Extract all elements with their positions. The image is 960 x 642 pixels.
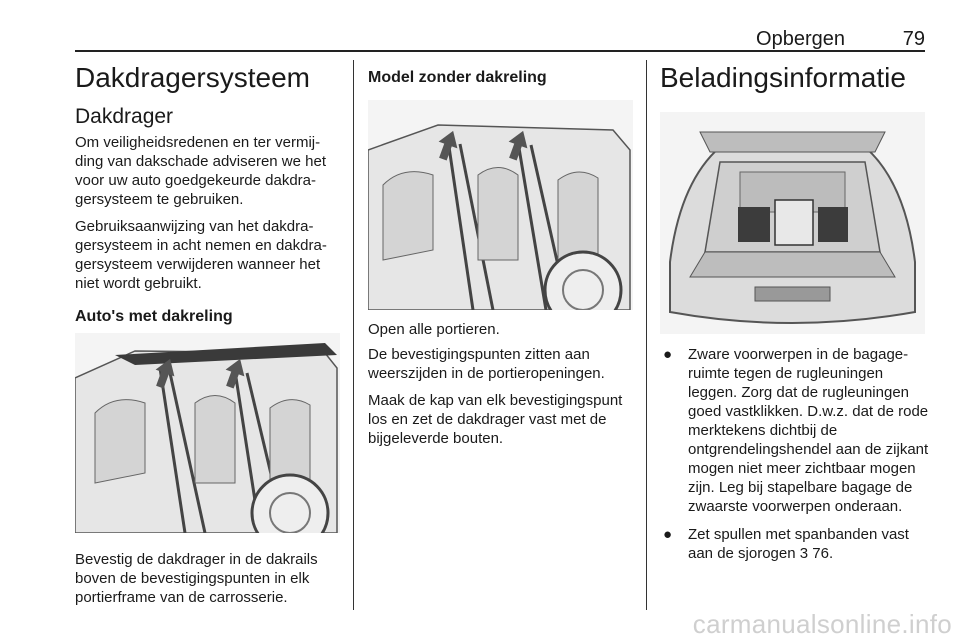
- column-1: [75, 62, 343, 327]
- paragraph-safety: Om veiligheidsredenen en ter vermijding van dakschade adviseren we het voor uw auto goedgekeurde dakdragersysteem te gebruiken.: [75, 134, 327, 208]
- column-2: [368, 68, 636, 88]
- bullet-text: Zet spullen met spanbanden vast aan de sjorogen: [688, 526, 909, 562]
- heading-with-rails: Auto's met dakreling: [75, 308, 233, 325]
- paragraph-mount-points: De bevestigingspunten zitten aan weerszijden in de portieropeningen.: [368, 346, 605, 382]
- page-header: [75, 28, 925, 50]
- column-divider-2: [646, 60, 647, 610]
- loading-heading: Beladingsinformatie: [660, 62, 906, 93]
- watermark: carmanualsonline.info: [692, 609, 952, 639]
- page-reference-icon: 3: [799, 545, 809, 562]
- bullet-icon: ●: [663, 526, 673, 543]
- section-title: Opbergen: [756, 28, 845, 50]
- paragraph-mount-instructions: Maak de kap van elk bevestigingspunt los en zet de dakdrager vast met de bijgeleverde bouten.: [368, 392, 623, 447]
- loading-bullets: [660, 345, 930, 572]
- column-divider-1: [353, 60, 354, 610]
- page-number: 79: [902, 28, 925, 50]
- header-rule: [75, 50, 925, 52]
- figure-car-with-rails: [75, 333, 340, 533]
- figure-car-without-rails: [368, 100, 633, 310]
- figure-luggage-compartment: [660, 112, 925, 334]
- column-2-text: [368, 320, 636, 448]
- paragraph-open-doors: Open alle portieren.: [368, 321, 500, 338]
- column-3: [660, 62, 930, 94]
- bullet-item-heavy-items: [660, 345, 930, 516]
- bullet-list: [660, 345, 930, 563]
- caption-block: [75, 550, 343, 607]
- bullet-icon: ●: [663, 346, 673, 363]
- heading-without-rails: Model zonder dakreling: [368, 69, 547, 86]
- bullet-item-straps: [660, 525, 930, 563]
- bullet-text: Zware voorwerpen in de bagageruimte tegen de rugleuningen leggen. Zorg dat de rugleuningen goed vastklikken. D.w.z. dat de rode merktekens dichtbij de ontgrendelingshendel aan de zijkant mogen niet meer zichtbaar mogen zijn. Leg bij stapelbare bagage de zwaarste voorwerpen onderaan.: [688, 346, 929, 515]
- page-reference: 76.: [812, 545, 834, 562]
- sub-heading: Dakdrager: [75, 105, 174, 128]
- main-heading: Dakdragersysteem: [75, 62, 310, 93]
- caption-text: Bevestig de dakdrager in de dakrails boven de bevestigingspunten in elk portierframe van de carrosserie.: [75, 551, 318, 606]
- paragraph-usage: Gebruiksaanwijzing van het dakdragersysteem in acht nemen en dakdragersysteem verwijderen wanneer het niet wordt gebruikt.: [75, 218, 327, 292]
